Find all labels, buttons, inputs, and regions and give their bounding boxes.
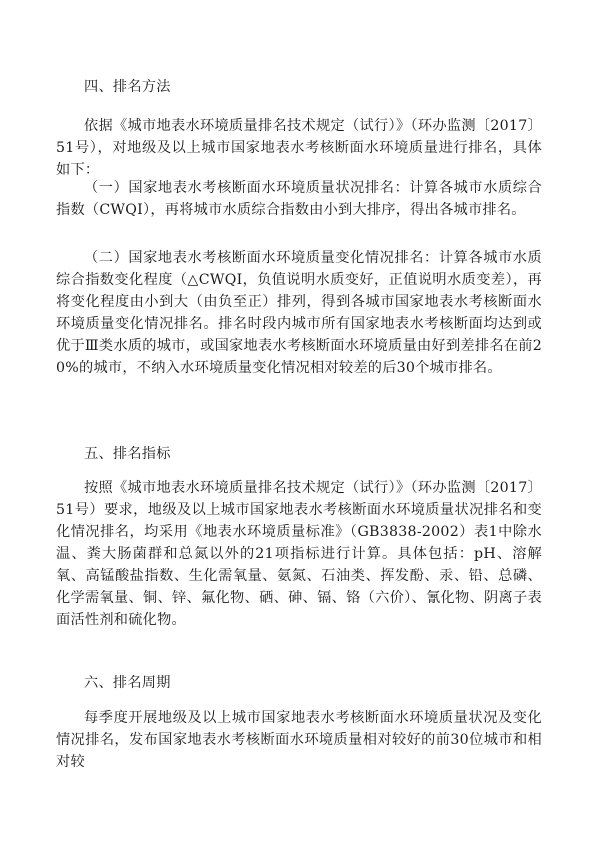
- section-4-intro-paragraph: 依据《城市地表水环境质量排名技术规定（试行）》（环办监测〔2017〕51号），对地级及以上城市国家地表水考核断面水环境质量进行排名，具体如下：: [56, 118, 542, 178]
- section-6-paragraph: 每季度开展地级及以上城市国家地表水考核断面水环境质量状况及变化情况排名，发布国家地表水考核断面水环境质量相对较好的前30位城市和相对较: [56, 710, 542, 770]
- section-4-item-1-paragraph: （一）国家地表水考核断面水环境质量状况排名：计算各城市水质综合指数（CWQI），再将城市水质综合指数由小到大排序，得出各城市排名。: [56, 180, 542, 218]
- section-4-heading: 四、排名方法: [84, 79, 171, 95]
- section-6-heading: 六、排名周期: [84, 675, 171, 691]
- section-5-heading: 五、排名指标: [84, 446, 171, 462]
- section-4-item-2-paragraph: （二）国家地表水考核断面水环境质量变化情况排名：计算各城市水质综合指数变化程度（△CWQI，负值说明水质变好，正值说明水质变差），再将变化程度由小到大（由负至正）排列，得到各城市国家地表水考核断面水环境质量变化情况排名。排名时段内城市所有国家地表水考核断面均达到或优于Ⅲ类水质的城市，或国家地表水考核断面水环境质量由好到差排名在前20%的城市，不纳入水环境质量变化情况相对较差的后30个城市排名。: [56, 250, 542, 376]
- section-5-paragraph: 按照《城市地表水环境质量排名技术规定（试行）》（环办监测〔2017〕51号）要求，地级及以上城市国家地表水考核断面水环境质量状况排名和变化情况排名，均采用《地表水环境质量标准》（GB3838-2002）表1中除水温、粪大肠菌群和总氮以外的21项指标进行计算。具体包括：pH、溶解氧、高锰酸盐指数、生化需氧量、氨氮、石油类、挥发酚、汞、铅、总磷、化学需氧量、铜、锌、氟化物、硒、砷、镉、铬（六价）、氰化物、阴离子表面活性剂和硫化物。: [56, 480, 542, 628]
